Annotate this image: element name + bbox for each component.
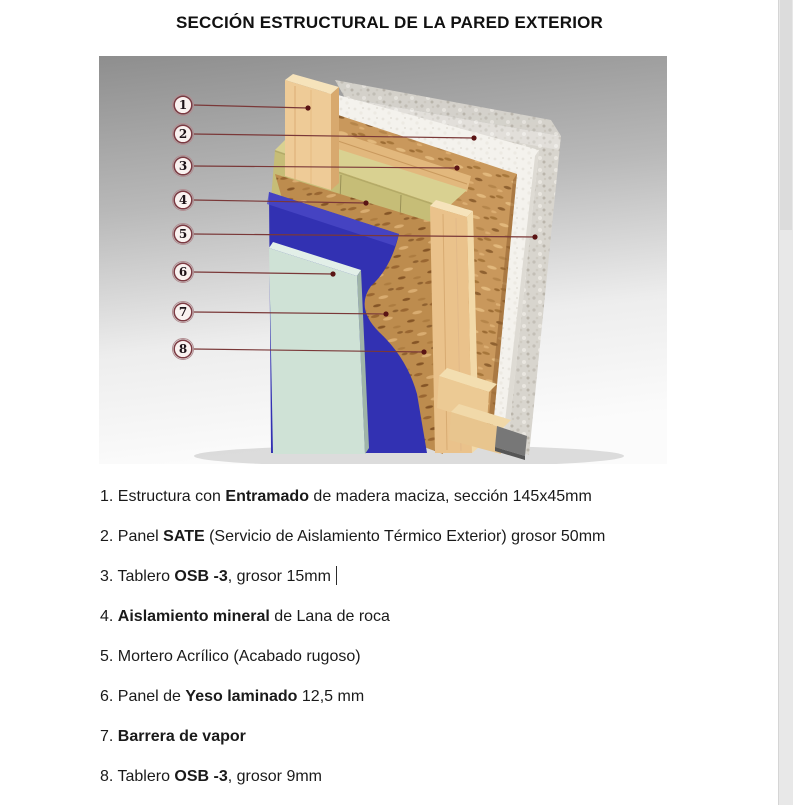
legend-item: 7. Barrera de vapor (100, 728, 246, 745)
legend-item: 5. Mortero Acrílico (Acabado rugoso) (100, 648, 361, 665)
layer-wood-stud (285, 74, 339, 190)
leader-dot (383, 311, 388, 316)
leader-dot (421, 349, 426, 354)
callout-number: 6 (178, 265, 188, 280)
callout-number: 7 (178, 305, 188, 320)
callout-number: 8 (178, 342, 188, 357)
callout-number: 5 (178, 227, 188, 242)
wall-section-illustration (99, 56, 667, 464)
legend-item: 1. Estructura con Entramado de madera maciza, sección 145x45mm (100, 488, 592, 505)
leader-dot (330, 271, 335, 276)
scrollbar[interactable] (778, 0, 793, 805)
callout-number: 3 (178, 159, 188, 174)
leader-dot (532, 234, 537, 239)
legend-item: 3. Tablero OSB -3, grosor 15mm (100, 566, 700, 587)
legend-item: 6. Panel de Yeso laminado 12,5 mm (100, 688, 365, 705)
text-cursor (336, 566, 338, 585)
scrollbar-thumb[interactable] (780, 0, 792, 230)
callout-number: 4 (178, 193, 188, 208)
wall-section-figure (99, 56, 667, 464)
legend-item: 4. Aislamiento mineral de Lana de roca (100, 608, 390, 625)
leader-dot (471, 135, 476, 140)
legend-item: 8. Tablero OSB -3, grosor 9mm (100, 768, 323, 785)
legend-list (100, 486, 700, 806)
callout-number: 1 (178, 98, 188, 113)
leader-dot (305, 105, 310, 110)
legend-item: 2. Panel SATE (Servicio de Aislamiento Térmico Exterior) grosor 50mm (100, 528, 606, 545)
leader-dot (454, 165, 459, 170)
callout-number: 2 (178, 127, 188, 142)
page-title: SECCIÓN ESTRUCTURAL DE LA PARED EXTERIOR (175, 13, 604, 32)
leader-dot (363, 200, 368, 205)
